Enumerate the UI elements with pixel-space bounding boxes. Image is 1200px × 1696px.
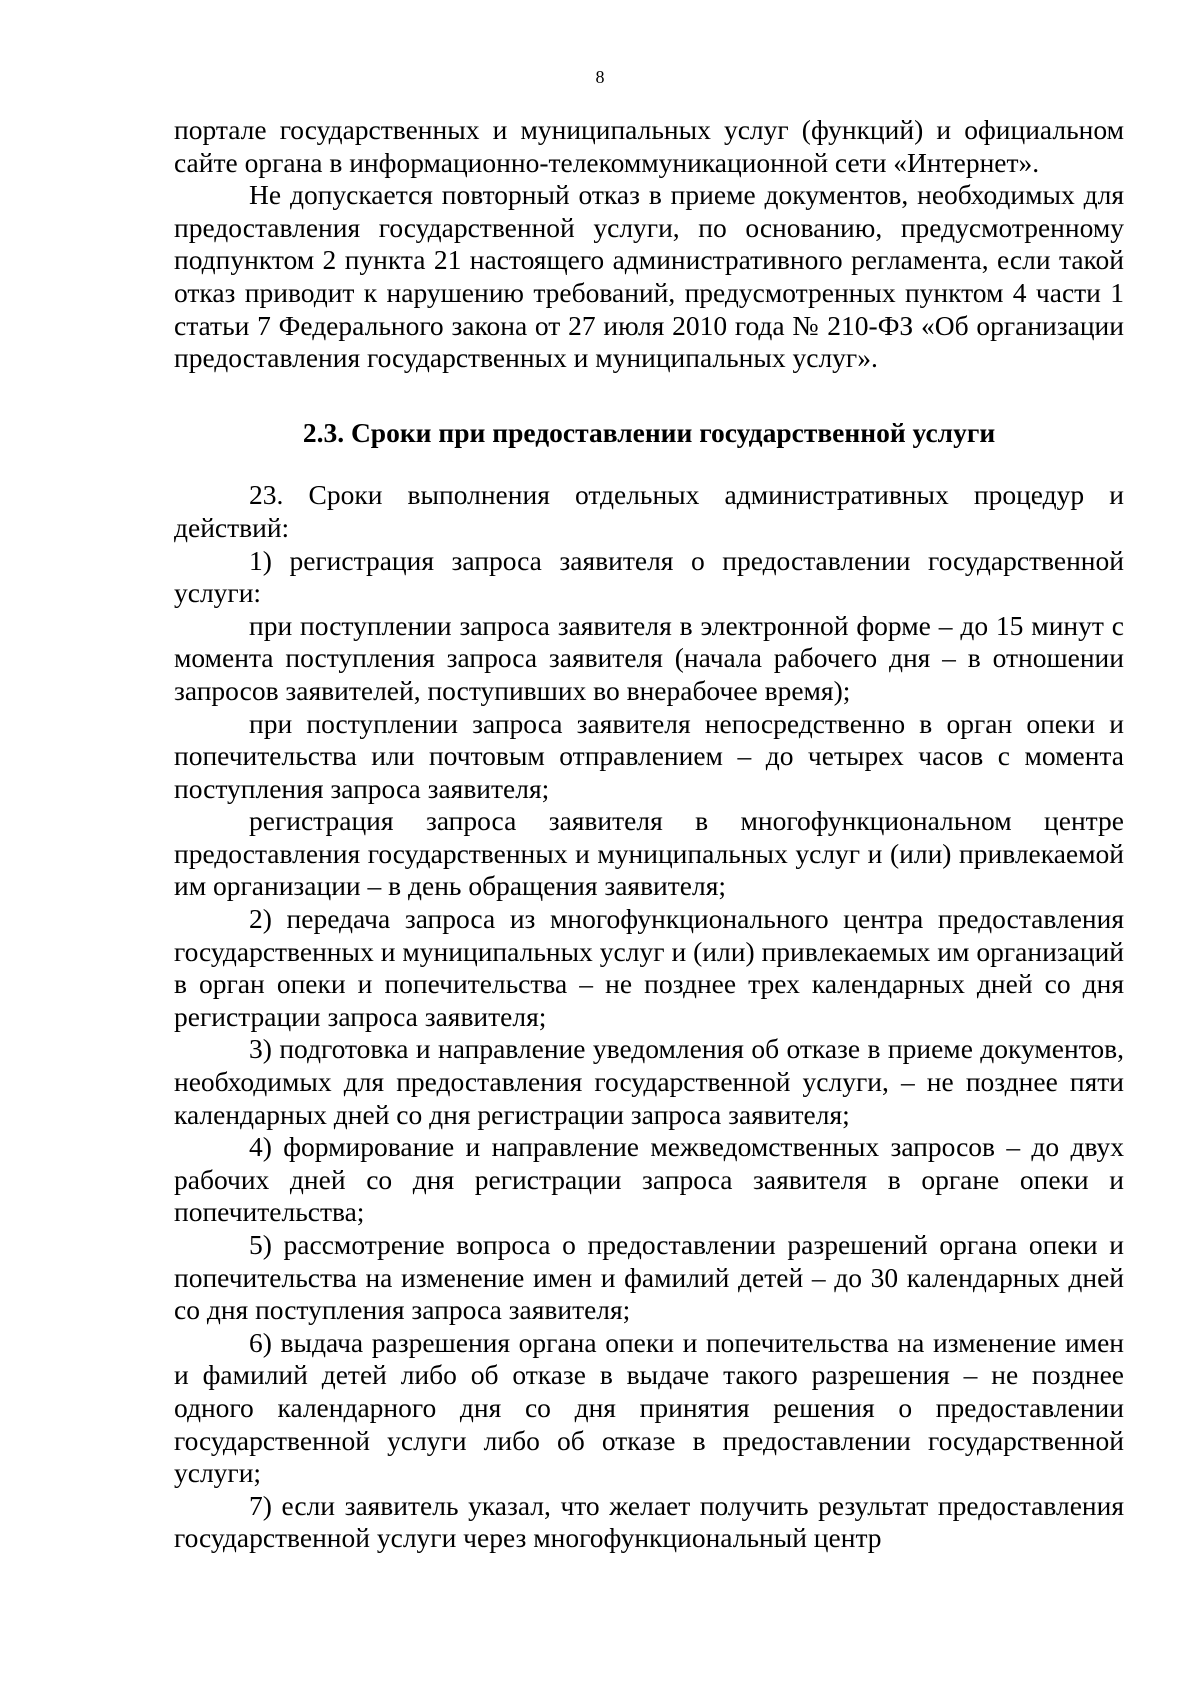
paragraph-subitem-4: 4) формирование и направление межведомственных запросов – до двух рабочих дней со дня регистрации запроса заявителя в органе опеки и попечительства; (174, 1131, 1124, 1228)
paragraph-mfc-registration: регистрация запроса заявителя в многофункциональном центре предоставления государственных и муниципальных услуг и (или) привлекаемой им организации – в день обращения заявителя; (174, 805, 1124, 902)
paragraph-subitem-2: 2) передача запроса из многофункционального центра предоставления государственных и муниципальных услуг и (или) привлекаемых им организаций в орган опеки и попечительства – не позднее трех календарных дней со дня регистрации запроса заявителя; (174, 903, 1124, 1032)
paragraph-portal-continuation: портале государственных и муниципальных услуг (функций) и официальном сайте органа в информационно-телекоммуникационной сети «Интернет». (174, 114, 1124, 178)
paragraph-subitem-3: 3) подготовка и направление уведомления об отказе в приеме документов, необходимых для предоставления государственной услуги, – не позднее пяти календарных дней со дня регистрации запроса заявителя; (174, 1033, 1124, 1130)
paragraph-subitem-7: 7) если заявитель указал, что желает получить результат предоставления государственной услуги через многофункциональный центр (174, 1489, 1124, 1554)
paragraph-electronic-request: при поступлении запроса заявителя в электронной форме – до 15 минут с момента поступления запроса заявителя (начала рабочего дня – в отношении запросов заявителей, поступивших во внерабочее время); (174, 609, 1124, 706)
paragraph-subitem-6: 6) выдача разрешения органа опеки и попечительства на изменение имен и фамилий детей либо об отказе в выдаче такого разрешения – не позднее одного календарного дня со дня принятия решения о предоставлении государственной услуги либо об отказе в предоставлении государственной услуги; (174, 1326, 1124, 1489)
paragraph-subitem-1: 1) регистрация запроса заявителя о предоставлении государственной услуги: (174, 544, 1124, 609)
section-heading: 2.3. Сроки при предоставлении государственной услуги (302, 416, 996, 448)
paragraph-direct-request: при поступлении запроса заявителя непосредственно в орган опеки и попечительства или почтовым отправлением – до четырех часов с момента поступления запроса заявителя; (174, 707, 1124, 804)
paragraph-item-23: 23. Сроки выполнения отдельных административных процедур и действий: (174, 479, 1124, 543)
page-number: 8 (595, 67, 605, 87)
document-body (174, 114, 1124, 1555)
paragraph-subitem-5: 5) рассмотрение вопроса о предоставлении разрешений органа опеки и попечительства на изменение имен и фамилий детей – до 30 календарных дней со дня поступления запроса заявителя; (174, 1229, 1124, 1326)
paragraph-repeated-refusal: Не допускается повторный отказ в приеме документов, необходимых для предоставления государственной услуги, по основанию, предусмотренному подпунктом 2 пункта 21 настоящего административного регламента, если такой отказ приводит к нарушению требований, предусмотренных пунктом 4 части 1 статьи 7 Федерального закона от 27 июля 2010 года № 210-ФЗ «Об организации предоставления государственных и муниципальных услуг». (174, 179, 1124, 374)
